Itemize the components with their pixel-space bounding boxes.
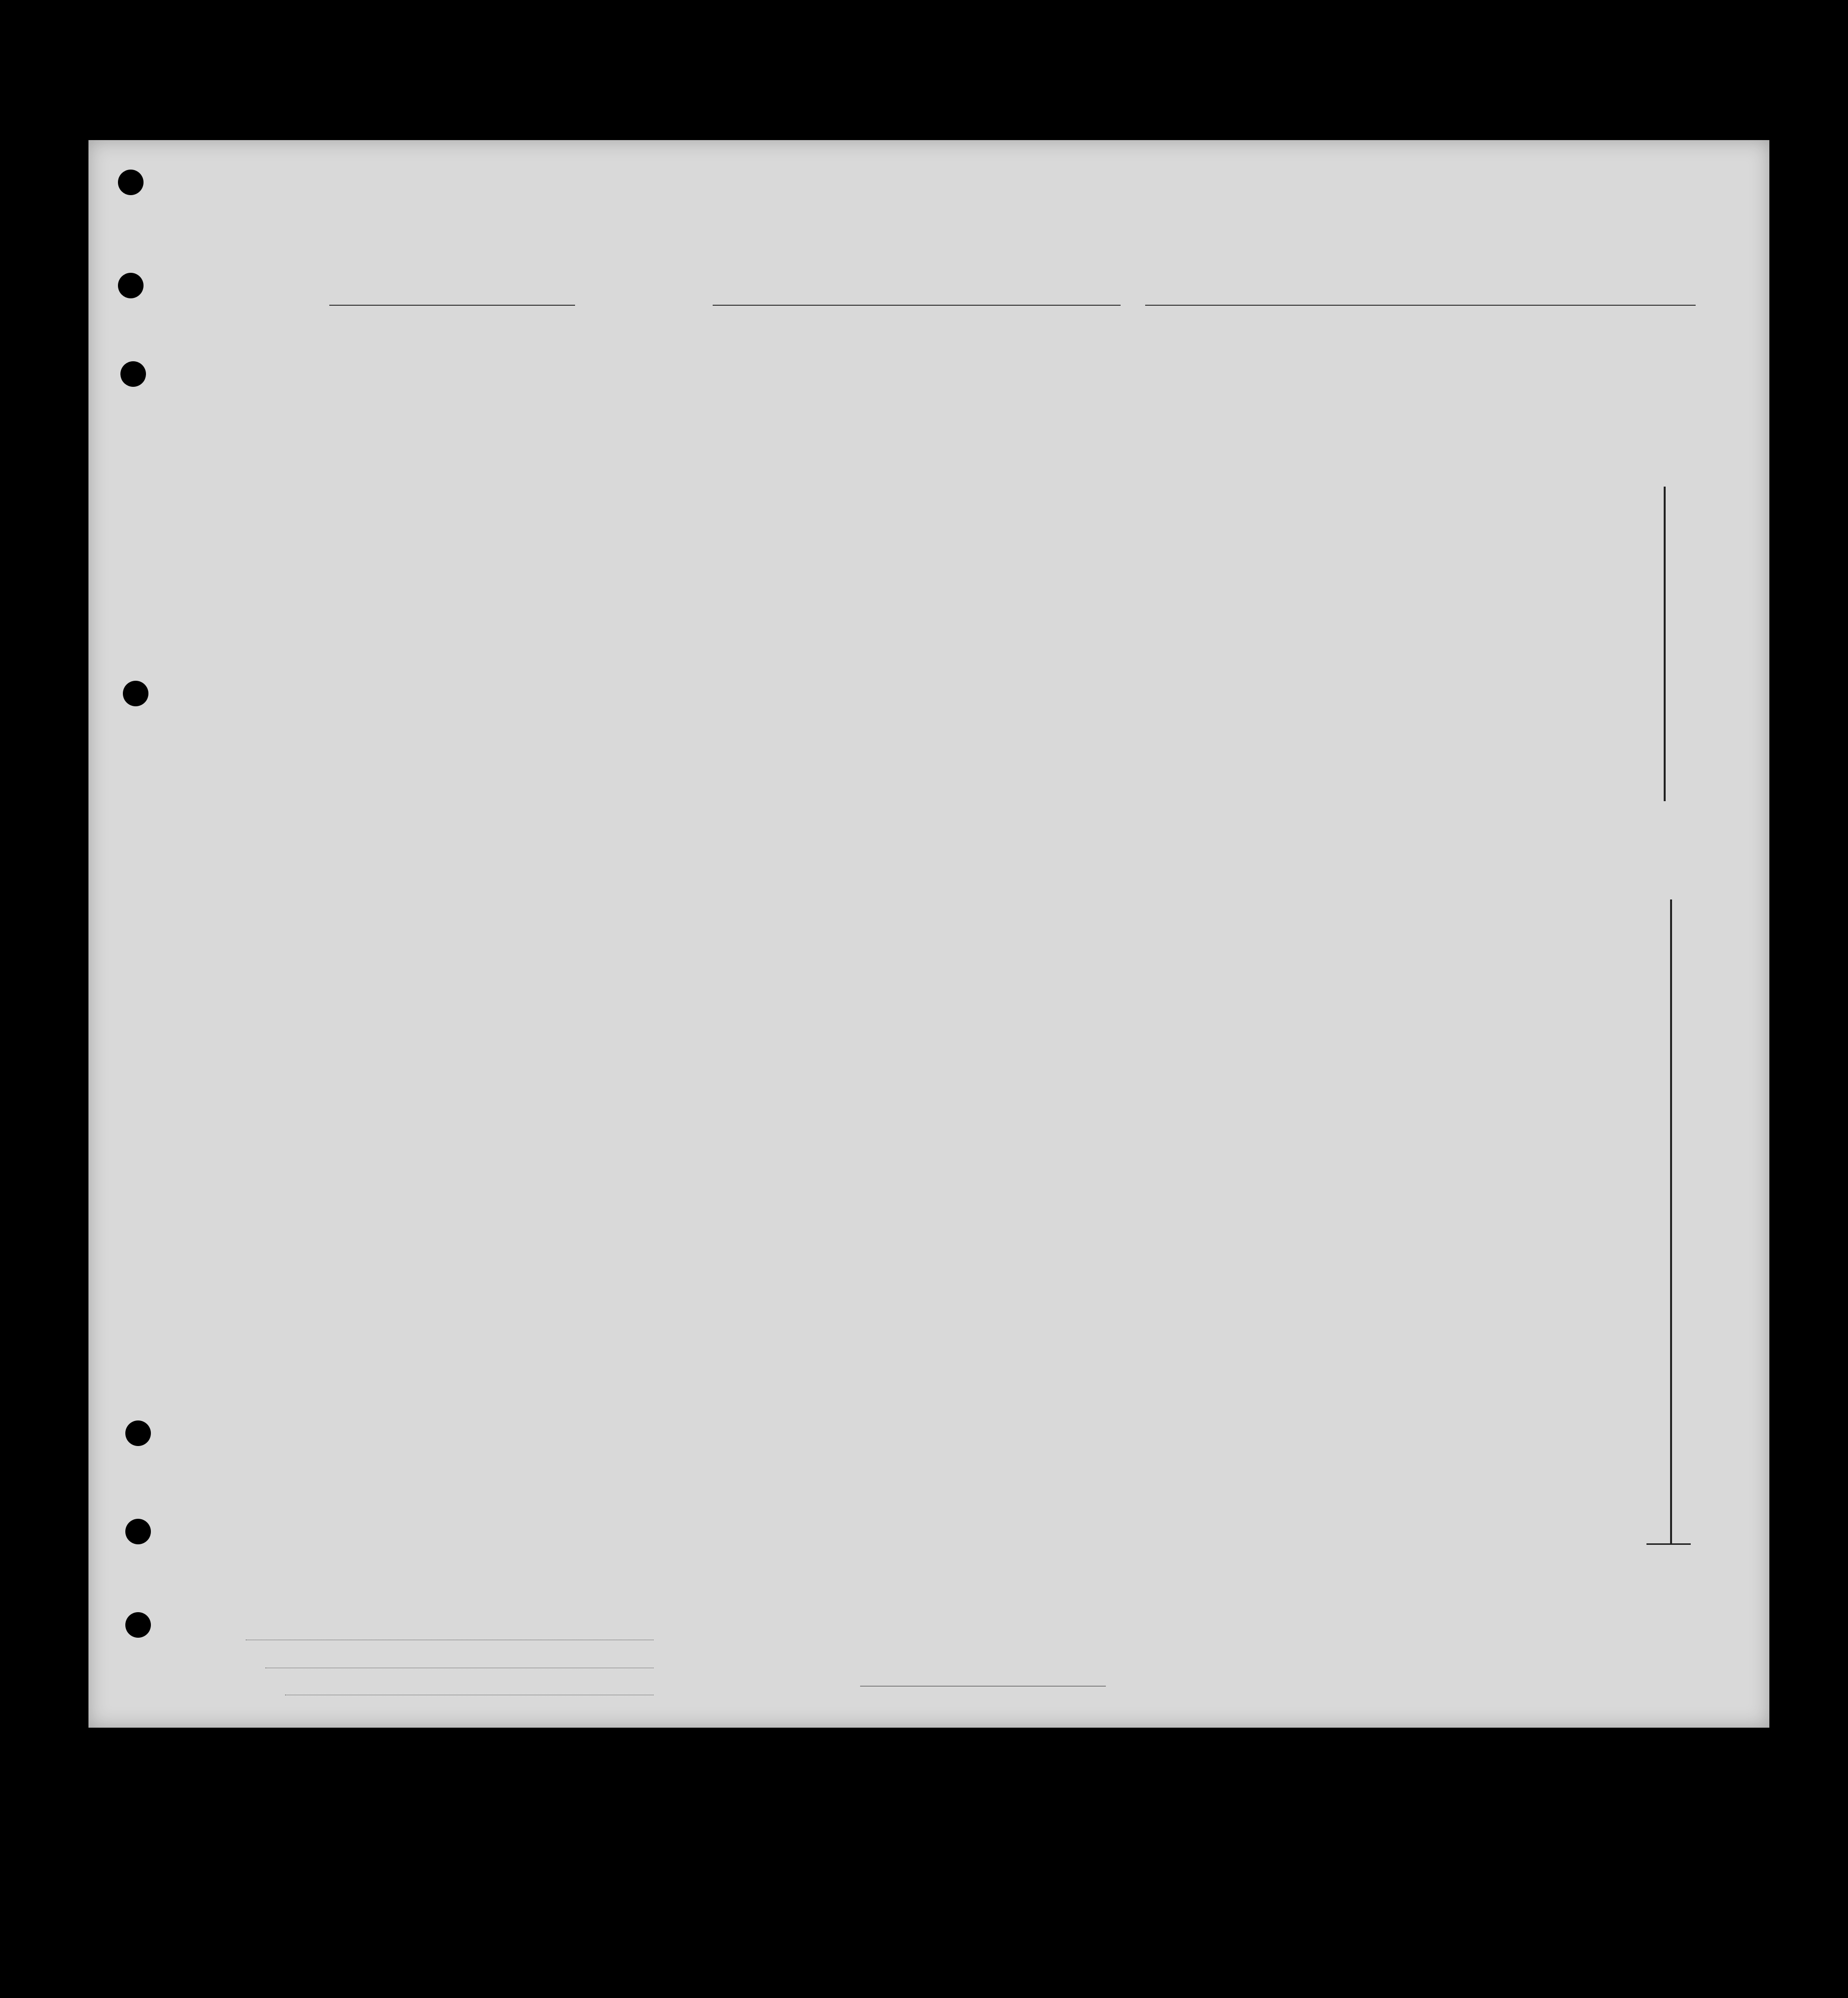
punch-hole xyxy=(118,170,144,195)
punch-hole xyxy=(123,681,148,706)
punch-hole xyxy=(118,273,144,298)
punch-hole xyxy=(120,361,146,387)
punch-hole xyxy=(125,1519,151,1544)
manifest-sheet xyxy=(88,140,1769,1728)
punch-hole xyxy=(125,1612,151,1638)
punch-hole xyxy=(125,1420,151,1446)
